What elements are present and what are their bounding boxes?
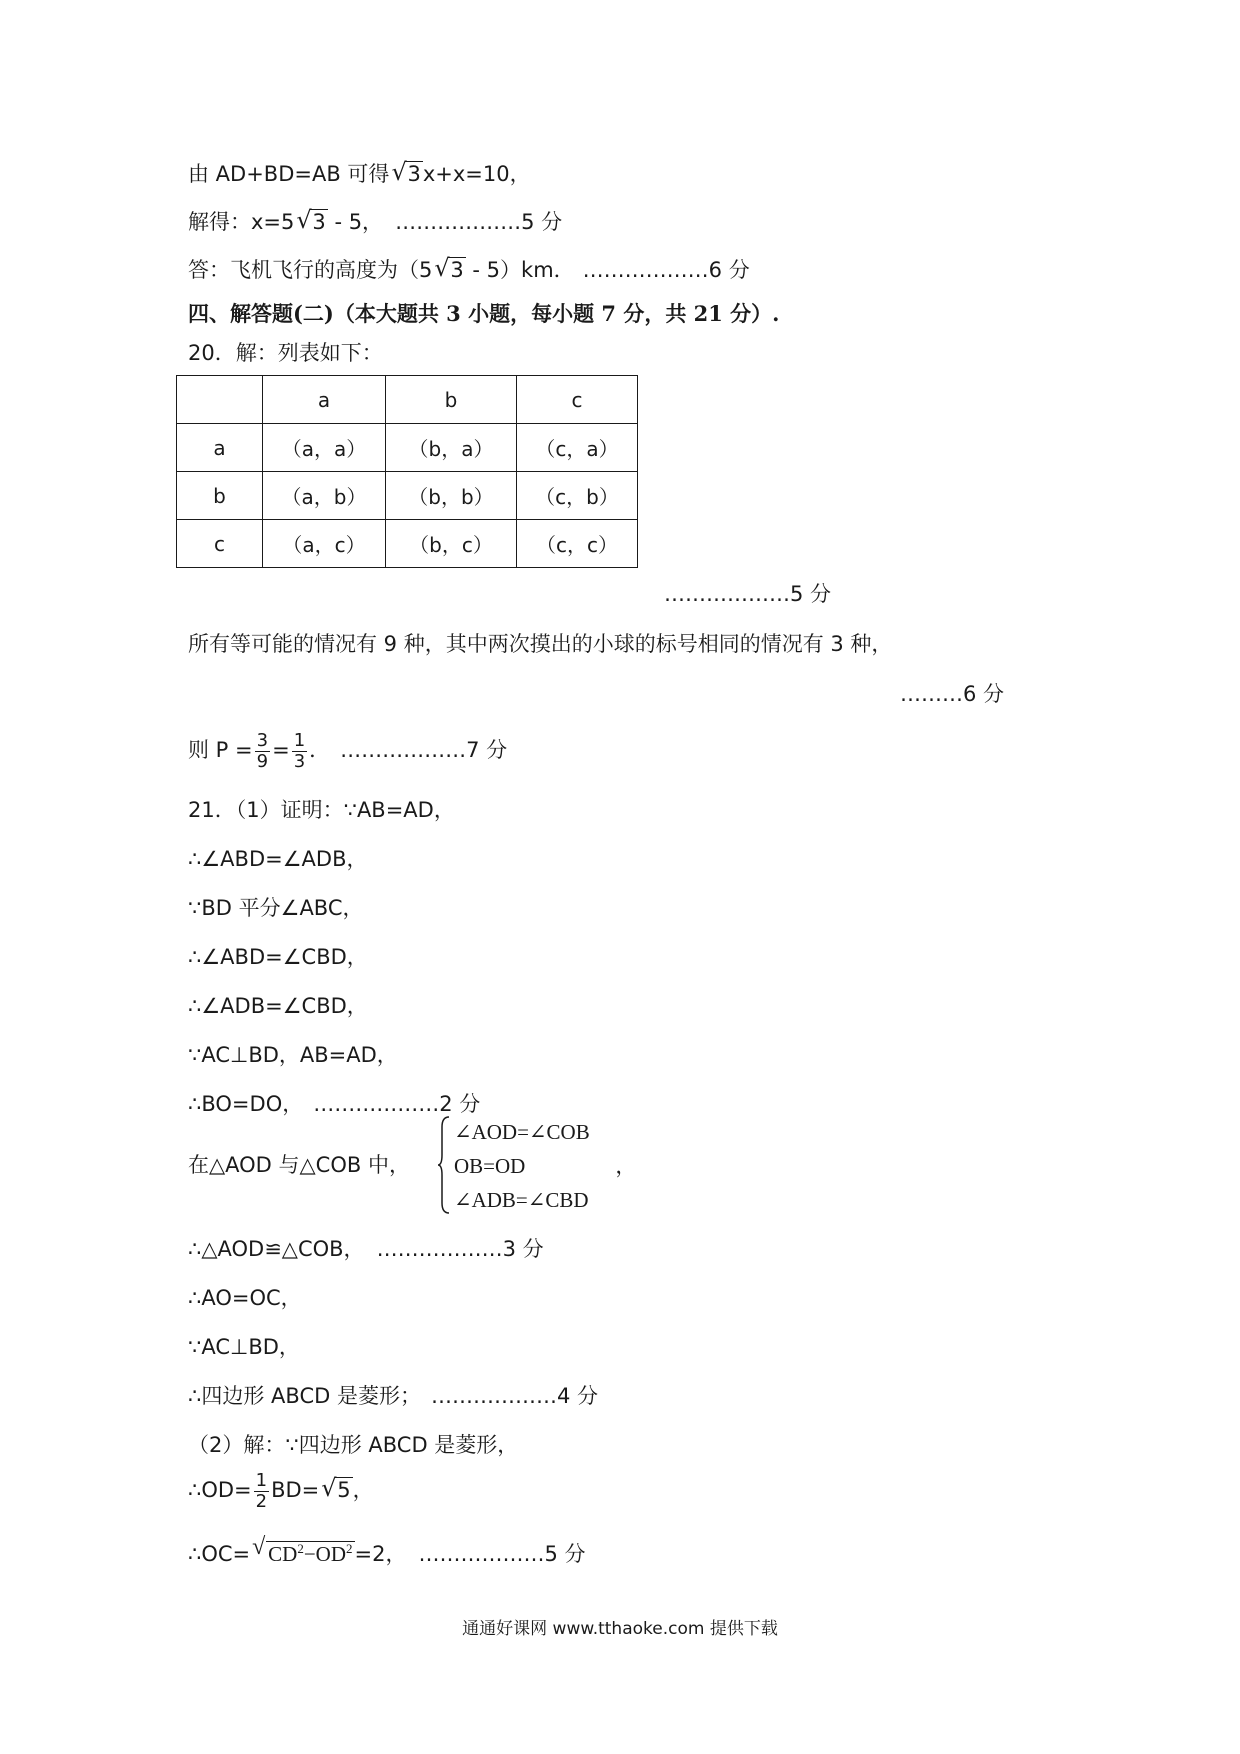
question-21: 21．（1）证明：∵AB=AD， xyxy=(188,798,455,822)
table-cell: （a，c） xyxy=(263,520,386,568)
proof-step: ∴AO=OC， xyxy=(188,1286,302,1310)
table-cell: （b，b） xyxy=(386,472,517,520)
part-2: （2）解：∵四边形 ABCD 是菱形， xyxy=(188,1433,519,1457)
score-dots: ………………2 分 xyxy=(313,1092,481,1116)
proof-step xyxy=(188,1468,374,1512)
probability-line xyxy=(188,728,507,772)
text: ∴四边形 ABCD 是菱形； xyxy=(188,1384,421,1408)
brace-rows xyxy=(454,1115,636,1217)
fraction: $\frac{1}{2}$ xyxy=(255,1469,268,1512)
text: ， xyxy=(352,1478,374,1502)
table-cell: c xyxy=(517,376,638,424)
table-cell: （c，c） xyxy=(517,520,638,568)
sqrt-3: √ 3 xyxy=(434,256,465,284)
table-cell: （b，c） xyxy=(386,520,517,568)
text: 解得：x=5 xyxy=(188,210,295,234)
proof-step: ∴∠ABD=∠ADB， xyxy=(188,847,368,871)
text: ∴OD= xyxy=(188,1478,252,1502)
text: 由 AD+BD=AB 可得 xyxy=(188,162,390,186)
proof-step xyxy=(188,1090,480,1118)
text: ∴BO=DO， xyxy=(188,1092,304,1116)
section-heading: 四、解答题(二)（本大题共 3 小题，每小题 7 分，共 21 分）. xyxy=(188,301,780,326)
line-equation xyxy=(188,160,531,188)
footer-source: 通通好课网 www.tthaoke.com 提供下载 xyxy=(462,1619,778,1639)
table-cell: （c，a） xyxy=(517,424,638,472)
proof-step xyxy=(188,1382,598,1410)
text: x+x=10， xyxy=(422,162,531,186)
sqrt-5: √ 5 xyxy=(321,1468,352,1512)
proof-step xyxy=(188,1235,544,1263)
score-dots: ………………7 分 xyxy=(340,738,508,762)
score-dots: ………………4 分 xyxy=(430,1384,598,1408)
fraction: $\frac{3}{9}$ xyxy=(256,729,269,772)
table-cell: a xyxy=(177,424,263,472)
table-cell: c xyxy=(177,520,263,568)
proof-step: ∴∠ADB=∠CBD， xyxy=(188,994,368,1018)
sqrt-3: √ 3 xyxy=(296,208,327,236)
table-row xyxy=(177,424,638,472)
outcomes-text: 所有等可能的情况有 9 种，其中两次摸出的小球的标号相同的情况有 3 种， xyxy=(188,632,893,656)
score-dots: ………………5 分 xyxy=(395,210,563,234)
sqrt-expression: √ $CD^2-OD^2$ xyxy=(252,1535,354,1568)
text: ． xyxy=(309,738,331,762)
condition: ∠AOD=∠COB xyxy=(454,1120,590,1144)
text: = xyxy=(272,738,290,762)
score-dots: ………6 分 xyxy=(900,682,1005,706)
table-cell: （b，a） xyxy=(386,424,517,472)
score-dots: ………………3 分 xyxy=(376,1237,544,1261)
text: =2， xyxy=(354,1542,407,1566)
sqrt-3: √ 3 xyxy=(391,160,422,188)
line-solution xyxy=(188,208,562,236)
text: 则 P = xyxy=(188,738,253,762)
proof-step: ∵AC⊥BD，AB=AD， xyxy=(188,1043,398,1067)
left-brace-icon xyxy=(438,1115,450,1215)
question-20: 20．解：列表如下： xyxy=(188,341,383,365)
table-cell: b xyxy=(177,472,263,520)
text: ∴△AOD≌△COB， xyxy=(188,1237,365,1261)
table-cell: （c，b） xyxy=(517,472,638,520)
table-cell: b xyxy=(386,376,517,424)
proof-step: 在△AOD 与△COB 中， xyxy=(188,1153,410,1177)
proof-step: ∵AC⊥BD， xyxy=(188,1335,300,1359)
score-dots: ………………5 分 xyxy=(664,582,832,606)
table-cell: a xyxy=(263,376,386,424)
condition: ∠ADB=∠CBD xyxy=(454,1188,589,1212)
text: ∴OC= xyxy=(188,1542,251,1566)
table-row xyxy=(177,472,638,520)
text: - 5， xyxy=(327,210,384,234)
proof-step: ∵BD 平分∠ABC， xyxy=(188,896,364,920)
proof-step xyxy=(188,1535,586,1568)
fraction: $\frac{1}{3}$ xyxy=(293,729,306,772)
text: BD= xyxy=(271,1478,320,1502)
text: - 5）km． xyxy=(465,258,575,282)
score-dots: ………………5 分 xyxy=(418,1542,586,1566)
score-dots: ………………6 分 xyxy=(582,258,750,282)
outcome-table xyxy=(176,375,638,568)
table-header-row xyxy=(177,376,638,424)
text: 答：飞机飞行的高度为（5 xyxy=(188,258,433,282)
line-answer xyxy=(188,256,750,284)
table-row xyxy=(177,520,638,568)
proof-step: ∴∠ABD=∠CBD， xyxy=(188,945,368,969)
table-cell xyxy=(177,376,263,424)
table-cell: （a，a） xyxy=(263,424,386,472)
table-cell: （a，b） xyxy=(263,472,386,520)
condition: OB=OD ， xyxy=(454,1154,637,1178)
